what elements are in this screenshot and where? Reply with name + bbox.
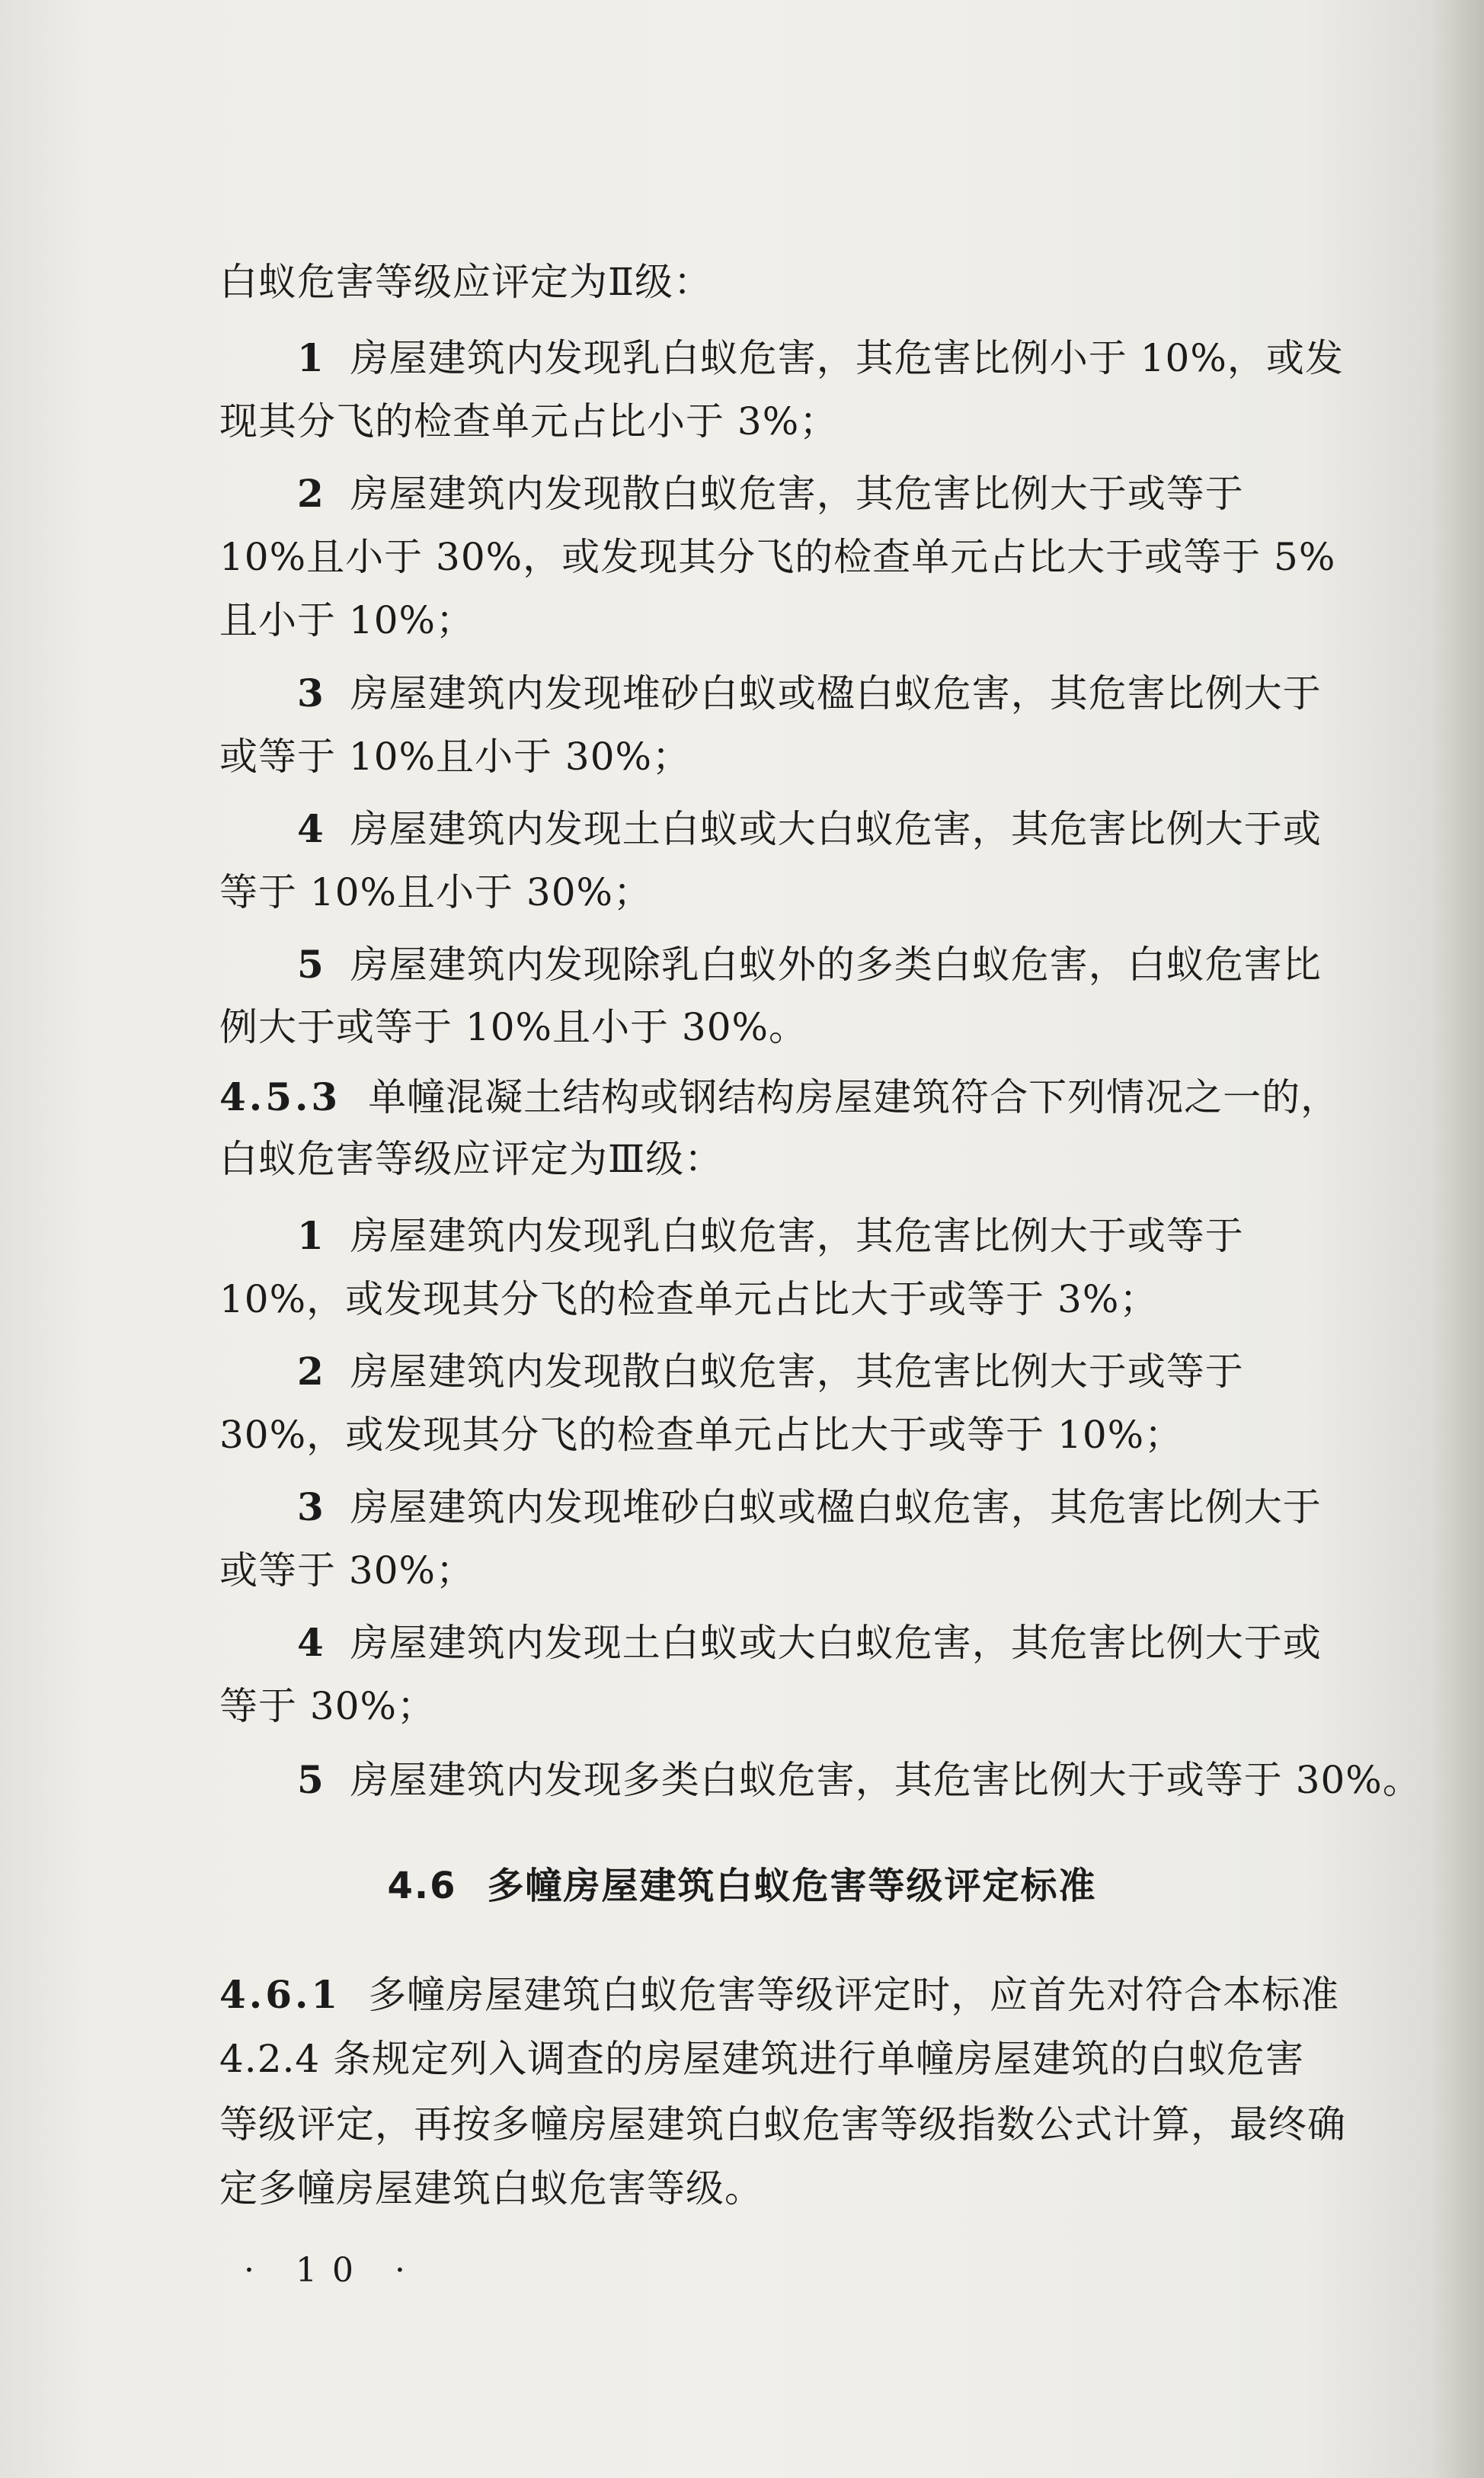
text-line (219, 1683, 436, 1729)
line-text: 等于 10%且小于 30%； (219, 870, 653, 914)
text-line (219, 1276, 1158, 1322)
text-line (219, 1004, 808, 1050)
text-line (219, 2036, 1304, 2082)
item-text: 房屋建筑内发现土白蚁或大白蚁危害，其危害比例大于或 (350, 1621, 1322, 1665)
page-number: · 10 · (244, 2251, 421, 2290)
list-item (297, 1213, 1244, 1259)
item-number: 5 (297, 1757, 325, 1802)
section-heading (0, 1863, 1484, 1909)
item-text: 房屋建筑内发现乳白蚁危害，其危害比例小于 10%，或发 (350, 336, 1344, 380)
text-line (219, 869, 652, 915)
line-text: 例大于或等于 10%且小于 30%。 (219, 1005, 808, 1049)
text-line (219, 2166, 763, 2211)
item-text: 房屋建筑内发现除乳白蚁外的多类白蚁危害，白蚁危害比 (350, 943, 1322, 987)
list-item (297, 1484, 1322, 1530)
item-number: 4 (297, 1620, 325, 1665)
text-line (219, 259, 712, 305)
item-number: 5 (297, 942, 325, 987)
item-text: 房屋建筑内发现土白蚁或大白蚁危害，其危害比例大于或 (350, 807, 1322, 851)
list-item (297, 1620, 1322, 1666)
list-item (297, 1757, 1422, 1803)
line-text: 白蚁危害等级应评定为Ⅱ级： (219, 260, 712, 304)
text-line (219, 534, 1335, 580)
text-line (219, 597, 475, 643)
text-line (219, 734, 691, 780)
line-text: 或等于 10%且小于 30%； (219, 735, 692, 779)
list-item (297, 806, 1322, 852)
text-line (219, 1136, 723, 1182)
text-line (219, 1548, 475, 1593)
item-number: 1 (297, 1213, 325, 1258)
list-item (297, 671, 1322, 716)
list-item (297, 471, 1244, 517)
clause-line (219, 1074, 1339, 1120)
item-number: 1 (297, 335, 325, 380)
item-text: 房屋建筑内发现散白蚁危害，其危害比例大于或等于 (350, 472, 1244, 516)
section-title: 多幢房屋建筑白蚁危害等级评定标准 (487, 1865, 1097, 1907)
text-line (219, 399, 838, 444)
line-text: 且小于 10%； (219, 598, 475, 642)
item-number: 4 (297, 806, 325, 851)
line-text: 定多幢房屋建筑白蚁危害等级。 (219, 2166, 763, 2211)
text-line (219, 2102, 1346, 2147)
item-number: 2 (297, 1349, 325, 1394)
line-text: 等级评定，再按多幢房屋建筑白蚁危害等级指数公式计算，最终确 (219, 2102, 1346, 2147)
line-text: 等于 30%； (219, 1684, 437, 1728)
line-text: 现其分飞的检查单元占比小于 3%； (219, 399, 839, 443)
item-text: 房屋建筑内发现乳白蚁危害，其危害比例大于或等于 (350, 1214, 1244, 1258)
line-text: 10%且小于 30%，或发现其分飞的检查单元占比大于或等于 5% (219, 535, 1336, 579)
clause-number: 4.6.1 (219, 1972, 341, 2017)
line-text: 或等于 30%； (219, 1548, 475, 1593)
page-edge-shadow (1431, 0, 1484, 2478)
section-number: 4.6 (387, 1865, 457, 1907)
item-text: 房屋建筑内发现多类白蚁危害，其危害比例大于或等于 30%。 (350, 1758, 1422, 1802)
clause-number: 4.5.3 (219, 1074, 341, 1119)
item-number: 3 (297, 1484, 325, 1529)
clause-line (219, 1972, 1339, 2018)
list-item (297, 1349, 1244, 1394)
item-text: 房屋建筑内发现堆砂白蚁或楹白蚁危害，其危害比例大于 (350, 671, 1322, 716)
item-text: 房屋建筑内发现散白蚁危害，其危害比例大于或等于 (350, 1349, 1244, 1394)
list-item (297, 335, 1344, 381)
line-text: 30%，或发现其分飞的检查单元占比大于或等于 10%； (219, 1413, 1184, 1457)
item-number: 2 (297, 471, 325, 516)
text-line (219, 1412, 1183, 1458)
line-text: 10%，或发现其分飞的检查单元占比大于或等于 3%； (219, 1277, 1159, 1321)
item-number: 3 (297, 671, 325, 716)
clause-text: 单幢混凝土结构或钢结构房屋建筑符合下列情况之一的， (368, 1075, 1340, 1119)
line-text: 白蚁危害等级应评定为Ⅲ级： (219, 1137, 724, 1181)
item-text: 房屋建筑内发现堆砂白蚁或楹白蚁危害，其危害比例大于 (350, 1485, 1322, 1529)
list-item (297, 942, 1322, 988)
clause-text: 多幢房屋建筑白蚁危害等级评定时，应首先对符合本标准 (368, 1973, 1340, 2017)
line-text: 4.2.4 条规定列入调查的房屋建筑进行单幢房屋建筑的白蚁危害 (219, 2037, 1305, 2081)
